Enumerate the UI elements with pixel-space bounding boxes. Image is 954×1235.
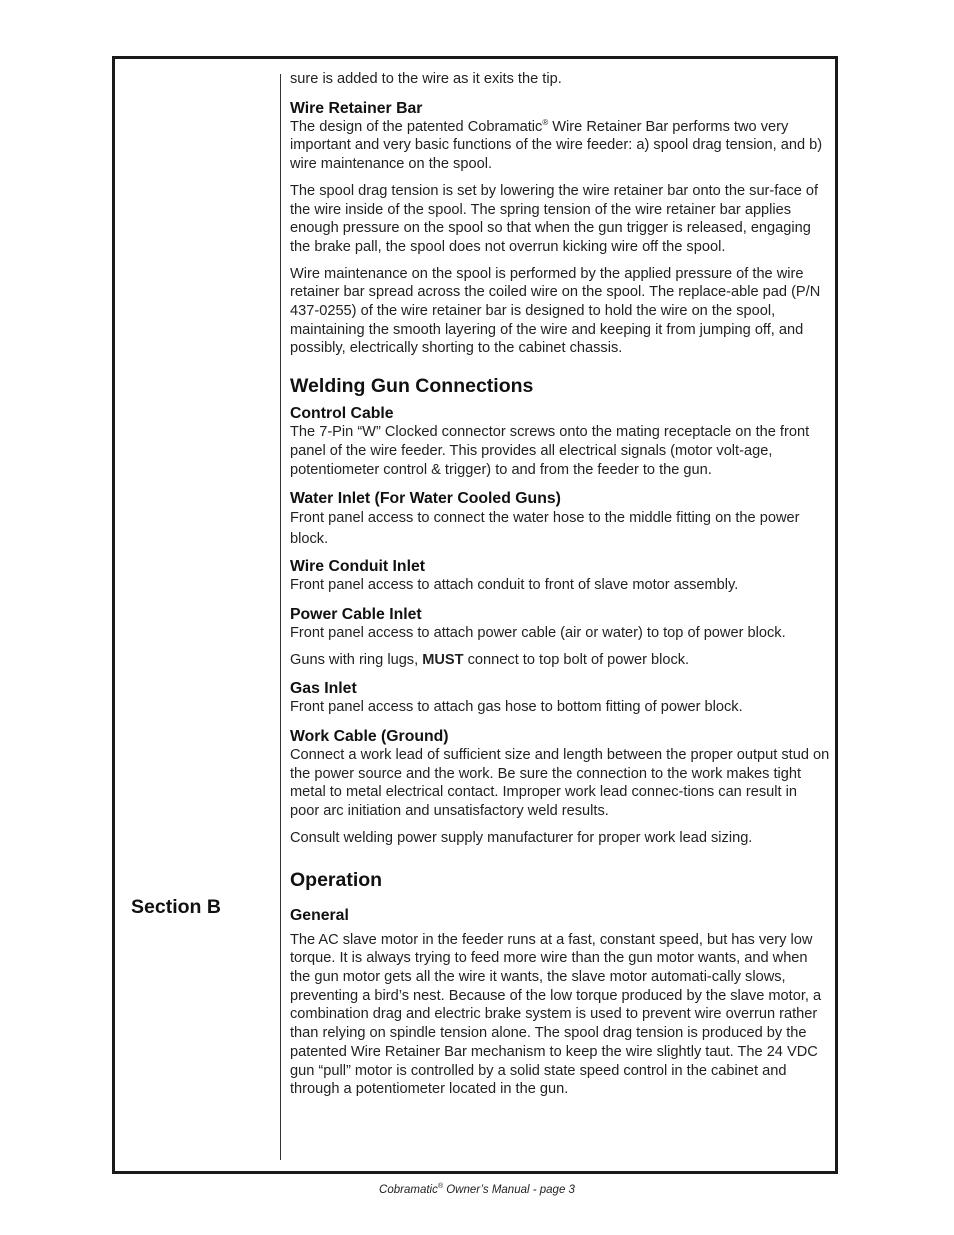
general-heading: General xyxy=(290,906,349,924)
power-cable-text: Front panel access to attach power cable (air or water) to top of power block. xyxy=(290,624,786,641)
operation-heading: Operation xyxy=(290,868,383,891)
wire-retainer-p3: Wire maintenance on the spool is performed by the applied pressure of the wire retainer bar spread across the coiled wire on the spool. The replace-able pad (P/N 437-0255) of the wire retainer bar is designed to hold the wire on the spool, maintaining the smooth layering of the wire and keeping it from jumping off, and possibly, electrically shorting to the cabinet chassis. xyxy=(290,265,821,357)
consult-text: Consult welding power supply manufacturer for proper work lead sizing. xyxy=(290,829,753,846)
welding-heading: Welding Gun Connections xyxy=(290,375,534,398)
work-cable-heading: Work Cable (Ground) xyxy=(290,728,449,746)
column-divider xyxy=(280,74,281,1160)
power-cable-heading: Power Cable Inlet xyxy=(290,605,422,623)
section-label: Section B xyxy=(131,896,221,918)
ring-lugs-text: Guns with ring lugs, MUST connect to top bolt of power block. xyxy=(290,651,690,668)
control-cable-heading: Control Cable xyxy=(290,405,394,423)
wire-retainer-p2: The spool drag tension is set by lowering the wire retainer bar onto the sur-face of the wire inside of the spool. The spring tension of the wire retainer bar applies enough pressure on the spool so that when the gun trigger is released, engaging the brake pall, the spool does not overrun kicking wire off the spool. xyxy=(290,182,819,255)
intro-line: sure is added to the wire as it exits the tip. xyxy=(290,71,562,87)
general-text: The AC slave motor in the feeder runs at a fast, constant speed, but has very low torque. It is always trying to feed more wire than the gun motor wants, and when the gun motor gets all the wire it wants, the slave motor automati-cally slows, preventing a bird’s nest. Because of the low torque produced by the slave motor, a combination drag and electric brake system is used to prevent wire overrun rather than relying on spindle tension alone. The spool drag tension is produced by the patented Wire Retainer Bar mechanism to keep the wire slightly taut. The 24 VDC gun “pull” motor is controlled by a solid state speed control in the cabinet and through a potentiometer located in the gun. xyxy=(290,931,822,1098)
wire-retainer-heading: Wire Retainer Bar xyxy=(290,99,423,117)
work-cable-text: Connect a work lead of sufficient size and length between the proper output stud on the power source and the work. Be sure the connection to the work makes tight metal to metal electrical contact. Improper work lead connec-tions can result in poor arc initiation and unsatisfactory weld results. xyxy=(290,747,830,820)
control-cable-text: The 7-Pin “W” Clocked connector screws onto the mating receptacle on the front panel of the wire feeder. This provides all electrical signals (motor volt-age, potentiometer control & trigger) to and from the feeder to the gun. xyxy=(290,424,810,478)
main-column xyxy=(290,70,830,1099)
page-footer: Cobramatic® Owner’s Manual - page 3 xyxy=(379,1183,575,1196)
conduit-heading: Wire Conduit Inlet xyxy=(290,558,425,576)
water-inlet-text: Front panel access to connect the water hose to the middle fitting on the power block. xyxy=(290,510,800,547)
conduit-text: Front panel access to attach conduit to front of slave motor assembly. xyxy=(290,577,739,594)
gas-inlet-text: Front panel access to attach gas hose to bottom fitting of power block. xyxy=(290,699,743,716)
water-inlet-heading: Water Inlet (For Water Cooled Guns) xyxy=(290,490,561,508)
gas-inlet-heading: Gas Inlet xyxy=(290,680,357,698)
wire-retainer-p1: The design of the patented Cobramatic® Wire Retainer Bar performs two very important and very basic functions of the wire feeder: a) spool drag tension, and b) wire maintenance on the spool. xyxy=(290,117,823,173)
